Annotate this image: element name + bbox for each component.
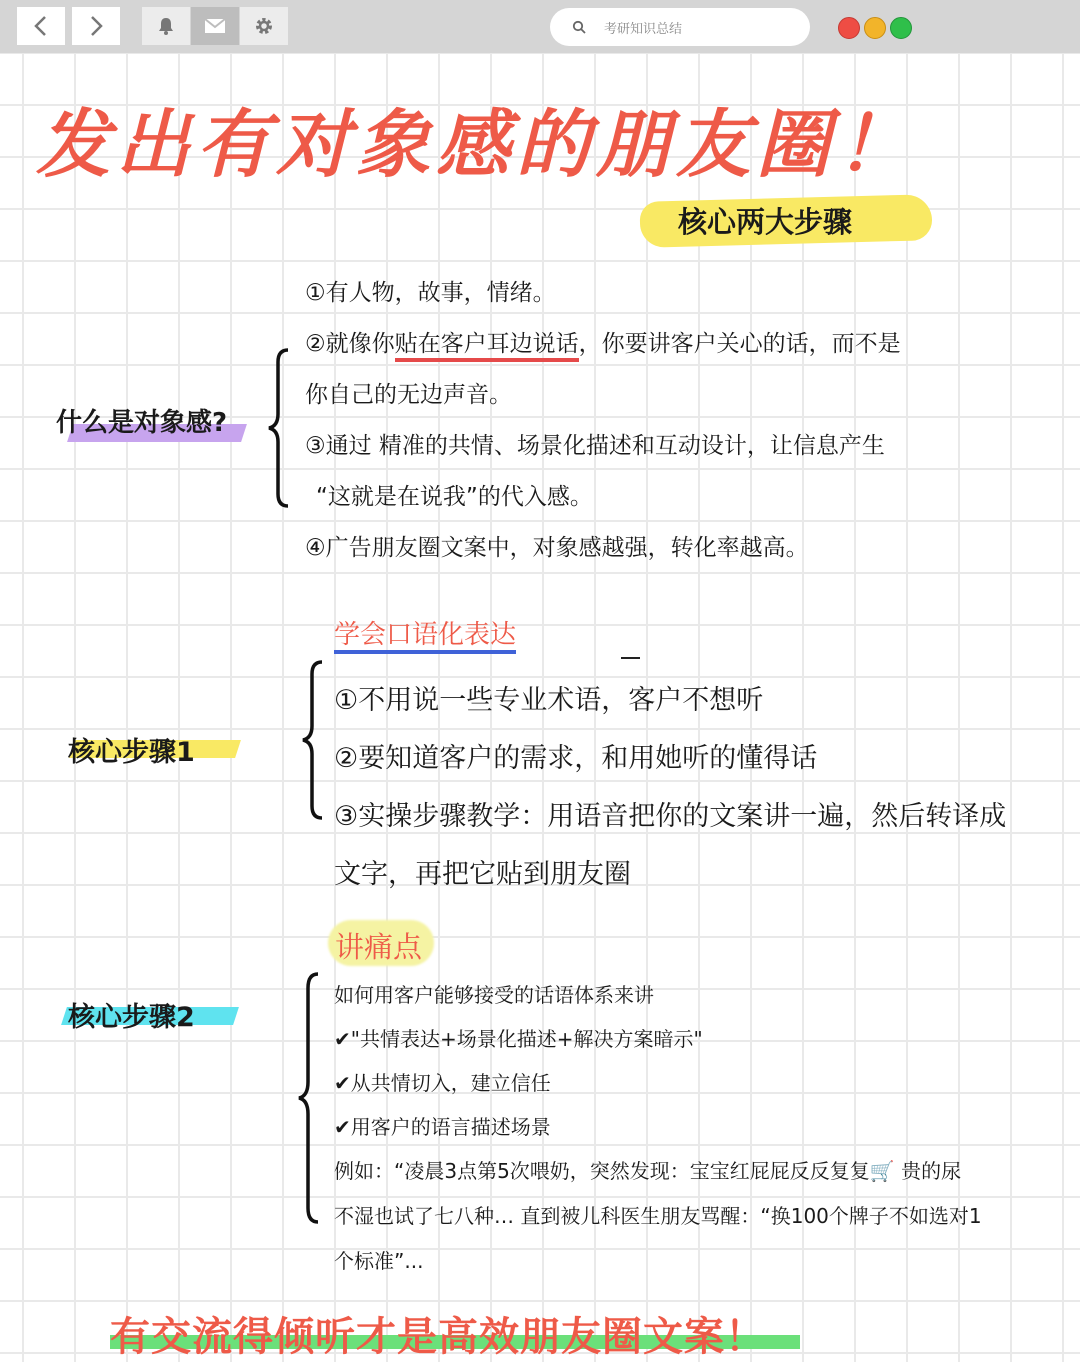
gear-icon [253,15,275,37]
browser-toolbar [0,0,1080,53]
section1-line-3: 你自己的无边声音。 [305,382,512,408]
section1-line-4: ③通过 精准的共情、场景化描述和互动设计，让信息产生 [305,433,885,459]
section2-brace [300,658,326,822]
search-box[interactable] [550,8,810,46]
section1-line-6: ④广告朋友圈文案中，对象感越强，转化率越高。 [305,535,809,561]
mail-icon [204,18,226,34]
section3-label: 核心步骤2 [68,1002,195,1033]
section2-line-4: 文字，再把它贴到朋友圈 [334,859,631,890]
section2-label: 核心步骤1 [68,737,195,768]
section3-line-2: ✔"共情表达+场景化描述+解决方案暗示" [334,1027,703,1051]
bell-icon [156,16,176,36]
settings-button[interactable] [240,7,288,45]
close-window-dot[interactable] [838,17,860,39]
section1-brace [266,346,292,510]
page-title: 发出有对象感的朋友圈！ [36,102,916,188]
section1-line-2: ②就像你贴在客户耳边说话，你要讲客户关心的话，而不是 [305,325,901,358]
back-button[interactable] [17,7,65,45]
maximize-window-dot[interactable] [890,17,912,39]
section2-subtitle: 学会口语化表达 [334,620,516,654]
notifications-button[interactable] [142,7,190,45]
section1-line-1: ①有人物，故事，情绪。 [305,280,556,306]
section3-line-7: 个标准”... [334,1249,424,1273]
footer-slogan: 有交流得倾听才是高效朋友圈文案！ [110,1314,766,1360]
forward-button[interactable] [72,7,120,45]
section2-line-1: ①不用说一些专业术语，客户不想听 [334,685,764,716]
minimize-window-dot[interactable] [864,17,886,39]
search-input-text[interactable]: 考研知识总结 [604,22,683,37]
section1-label: 什么是对象感? [56,408,228,438]
section3-line-4: ✔用客户的语言描述场景 [334,1115,551,1139]
section3-line-5: 例如：“凌晨3点第5次喂奶，突然发现：宝宝红屁屁反反复复🛒 贵的尿 [334,1159,962,1183]
steps-title: 核心两大步骤 [678,205,853,239]
underlined-phrase: 贴在客户耳边说话 [395,331,579,362]
section3-subtitle: 讲痛点 [335,930,423,964]
mail-button[interactable] [191,7,239,45]
section3-line-1: 如何用客户能够接受的话语体系来讲 [334,983,654,1007]
search-icon [572,20,586,34]
chevron-right-icon [88,15,104,37]
dash-mark [621,657,640,659]
section2-line-3: ③实操步骤教学：用语音把你的文案讲一遍，然后转译成 [334,801,1007,832]
section3-line-6: 不湿也试了七八种… 直到被儿科医生朋友骂醒：“换100个牌子不如选对1 [334,1204,982,1228]
chevron-left-icon [33,15,49,37]
section3-brace [296,970,322,1226]
section3-line-3: ✔从共情切入，建立信任 [334,1071,551,1095]
section1-line-5: “这就是在说我”的代入感。 [316,484,593,510]
section2-line-2: ②要知道客户的需求，和用她听的懂得话 [334,743,818,774]
